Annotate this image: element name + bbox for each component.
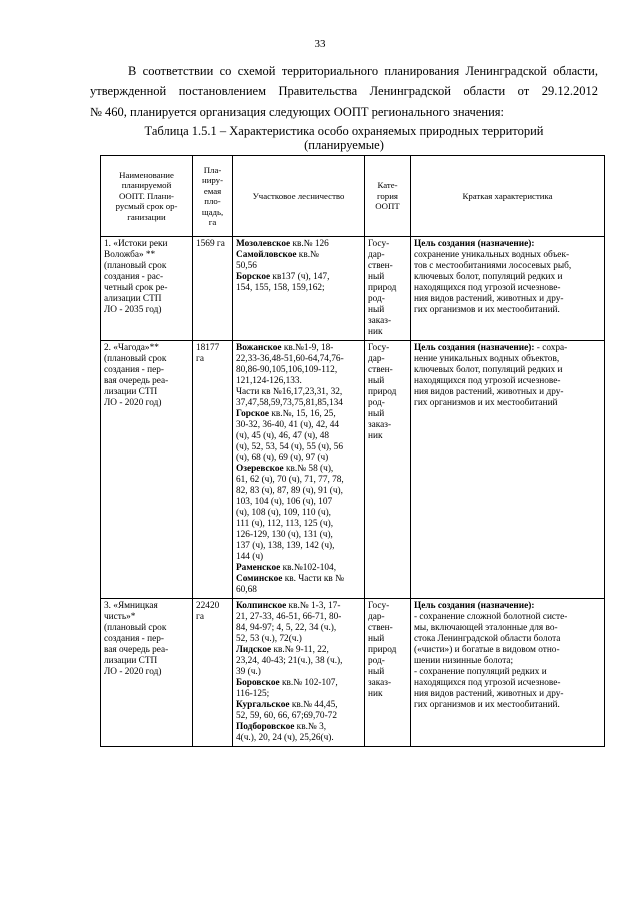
forestry-entry	[236, 574, 361, 596]
forestry-entry	[236, 409, 361, 464]
forestry-entry	[236, 239, 329, 249]
intro-line-1: В соответствии со схемой территориального планирования Ленинградской области,	[128, 64, 598, 78]
forestry-name: Самойловское	[236, 250, 297, 260]
forestry-name: Боровское	[236, 678, 280, 688]
purpose-text: сохранение уникальных водных объек- тов с местообитаниями лососевых рыб, ключевых болот, популяций редких и находящихся под угрозой исчезнове- ния видов растений, животных и дру- гих организмов и их местообитаний.	[414, 250, 572, 315]
forestry-quarters: кв.№ 9-11, 22, 23,24, 40-43; 21(ч.), 38 (ч.), 39 (ч.)	[236, 645, 343, 677]
forestry-entry	[236, 645, 361, 678]
forestry-cell	[233, 599, 365, 747]
intro-line-2: утвержденной постановлением Правительства Ленинградской области от 29.12.2012	[90, 84, 598, 98]
forestry-cell	[233, 341, 365, 599]
description-cell	[411, 237, 605, 341]
purpose-text: - сохра- нение уникальных водных объектов, ключевых болот, популяций редких и находящихся под угрозой исчезнове- ния видов растений, животных и дру- гих организмов и их местообитаний	[414, 343, 568, 408]
forestry-entry	[236, 601, 361, 645]
forestry-name: Кургальское	[236, 700, 290, 710]
forestry-entry	[236, 722, 361, 744]
category-cell: Госу- дар- ствен- ный природ род- ный заказ- ник	[365, 237, 411, 341]
forestry-entry	[236, 464, 361, 563]
header-area: Пла- ниру- емая пло- щадь, га	[193, 156, 233, 237]
page-number: 33	[314, 38, 326, 50]
purpose-label: Цель создания (назначение):	[414, 239, 535, 249]
category-cell: Госу- дар- ствен- ный природ род- ный заказ- ник	[365, 341, 411, 599]
forestry-entry	[236, 272, 361, 294]
forestry-entry	[236, 678, 361, 700]
forestry-quarters: кв.№1-9, 18- 22,33-36,48-51,60-64,74,76- 80,86-90,105,106,109-112, 121,124-126,133. Части кв №16,17,23,31, 32, 37,47,58,59,73,75,81,85,134	[236, 343, 344, 408]
table-header-row	[101, 156, 605, 237]
forestry-name: Озеревское	[236, 464, 284, 474]
forestry-quarters: кв. Части кв № 60,68	[236, 574, 345, 595]
forestry-entry	[236, 250, 361, 272]
intro-line-3: № 460, планируется организация следующих ООПТ регионального значения:	[90, 105, 504, 119]
forestry-name: Соминское	[236, 574, 283, 584]
table-row	[101, 237, 605, 341]
forestry-name: Горское	[236, 409, 270, 419]
forestry-quarters: кв.№ 1-3, 17- 21, 27-33, 46-51, 66-71, 80- 84, 94-97; 4, 5, 22, 34 (ч.), 52, 53 (ч.), 72(ч.)	[236, 601, 342, 644]
forestry-quarters: кв137 (ч), 147, 154, 155, 158, 159,162;	[236, 272, 330, 293]
forestry-quarters: кв.№, 15, 16, 25, 30-32, 36-40, 41 (ч), 42, 44 (ч), 45 (ч), 46, 47 (ч), 48 (ч), 52, 53, 54 (ч), 55 (ч), 56 (ч), 68 (ч), 69 (ч), 97 (ч)	[236, 409, 343, 463]
area-size-cell: 18177 га	[193, 341, 233, 599]
forestry-entry	[236, 343, 361, 409]
purpose-text: - сохранение сложной болотной систе- мы, включающей эталонные для во- стока Ленинградской области болота («чисти») и богатые в видовом отно- шении низинные болота; - сохранение популяций редких и находящихся под угрозой исчезнове- ния видов растений, животных и дру- гих организмов и их местообитаний.	[414, 612, 568, 710]
forestry-quarters: кв.№ 58 (ч), 61, 62 (ч), 70 (ч), 71, 77, 78, 82, 83 (ч), 87, 89 (ч), 91 (ч), 103, 104 (ч), 106 (ч), 107 (ч), 108 (ч), 109, 110 (ч), 111 (ч), 112, 113, 125 (ч), 126-129, 130 (ч), 131 (ч), 137 (ч), 138, 139, 142 (ч), 144 (ч)	[236, 464, 344, 562]
forestry-name: Мозолевское	[236, 239, 291, 249]
category-cell: Госу- дар- ствен- ный природ род- ный заказ- ник	[365, 599, 411, 747]
description-cell	[411, 599, 605, 747]
forestry-name: Лидское	[236, 645, 272, 655]
forestry-quarters: кв.№ 44,45, 52, 59, 60, 66, 67;69,70-72	[236, 700, 338, 721]
header-forestry: Участковое лесничество	[233, 156, 365, 237]
area-name-cell: 3. «Ямницкая чисть»* (плановый срок создания - пер- вая очередь реа- лизации СТП ЛО - 2020 год)	[101, 599, 193, 747]
area-name-cell: 1. «Истоки реки Воложба» ** (плановый срок создания - рас- четный срок ре- ализации СТП ЛО - 2035 год)	[101, 237, 193, 341]
forestry-name: Борское	[236, 272, 271, 282]
area-size-cell: 1569 га	[193, 237, 233, 341]
table-row	[101, 341, 605, 599]
forestry-cell	[233, 237, 365, 341]
table-caption: Таблица 1.5.1 – Характеристика особо охраняемых природных территорий (планируемые)	[144, 124, 544, 152]
header-description: Краткая характеристика	[411, 156, 605, 237]
forestry-entry	[236, 700, 361, 722]
forestry-entry	[236, 563, 361, 574]
header-category: Кате- гория ООПТ	[365, 156, 411, 237]
header-name: Наименование планируемой ООПТ. Плани- русмый срок ор- ганизации	[101, 156, 193, 237]
table-row	[101, 599, 605, 747]
forestry-quarters: кв.№ 3, 4(ч.), 20, 24 (ч), 25,26(ч).	[236, 722, 334, 743]
protected-areas-table	[100, 155, 605, 747]
forestry-name: Раменское	[236, 563, 281, 573]
description-cell	[411, 341, 605, 599]
forestry-quarters: кв.№ 126	[290, 239, 329, 249]
purpose-label: Цель создания (назначение):	[414, 343, 535, 353]
purpose-label: Цель создания (назначение):	[414, 601, 535, 611]
forestry-name: Вожанское	[236, 343, 282, 353]
area-size-cell: 22420 га	[193, 599, 233, 747]
forestry-quarters: кв.№102-104,	[280, 563, 337, 573]
forestry-quarters: кв.№ 102-107, 116-125;	[236, 678, 338, 699]
area-name-cell: 2. «Чагода»** (плановый срок создания - пер- вая очередь реа- лизации СТП ЛО - 2020 год)	[101, 341, 193, 599]
forestry-quarters: кв.№ 50,56	[236, 250, 319, 271]
forestry-name: Колпинское	[236, 601, 287, 611]
forestry-name: Подборовское	[236, 722, 295, 732]
